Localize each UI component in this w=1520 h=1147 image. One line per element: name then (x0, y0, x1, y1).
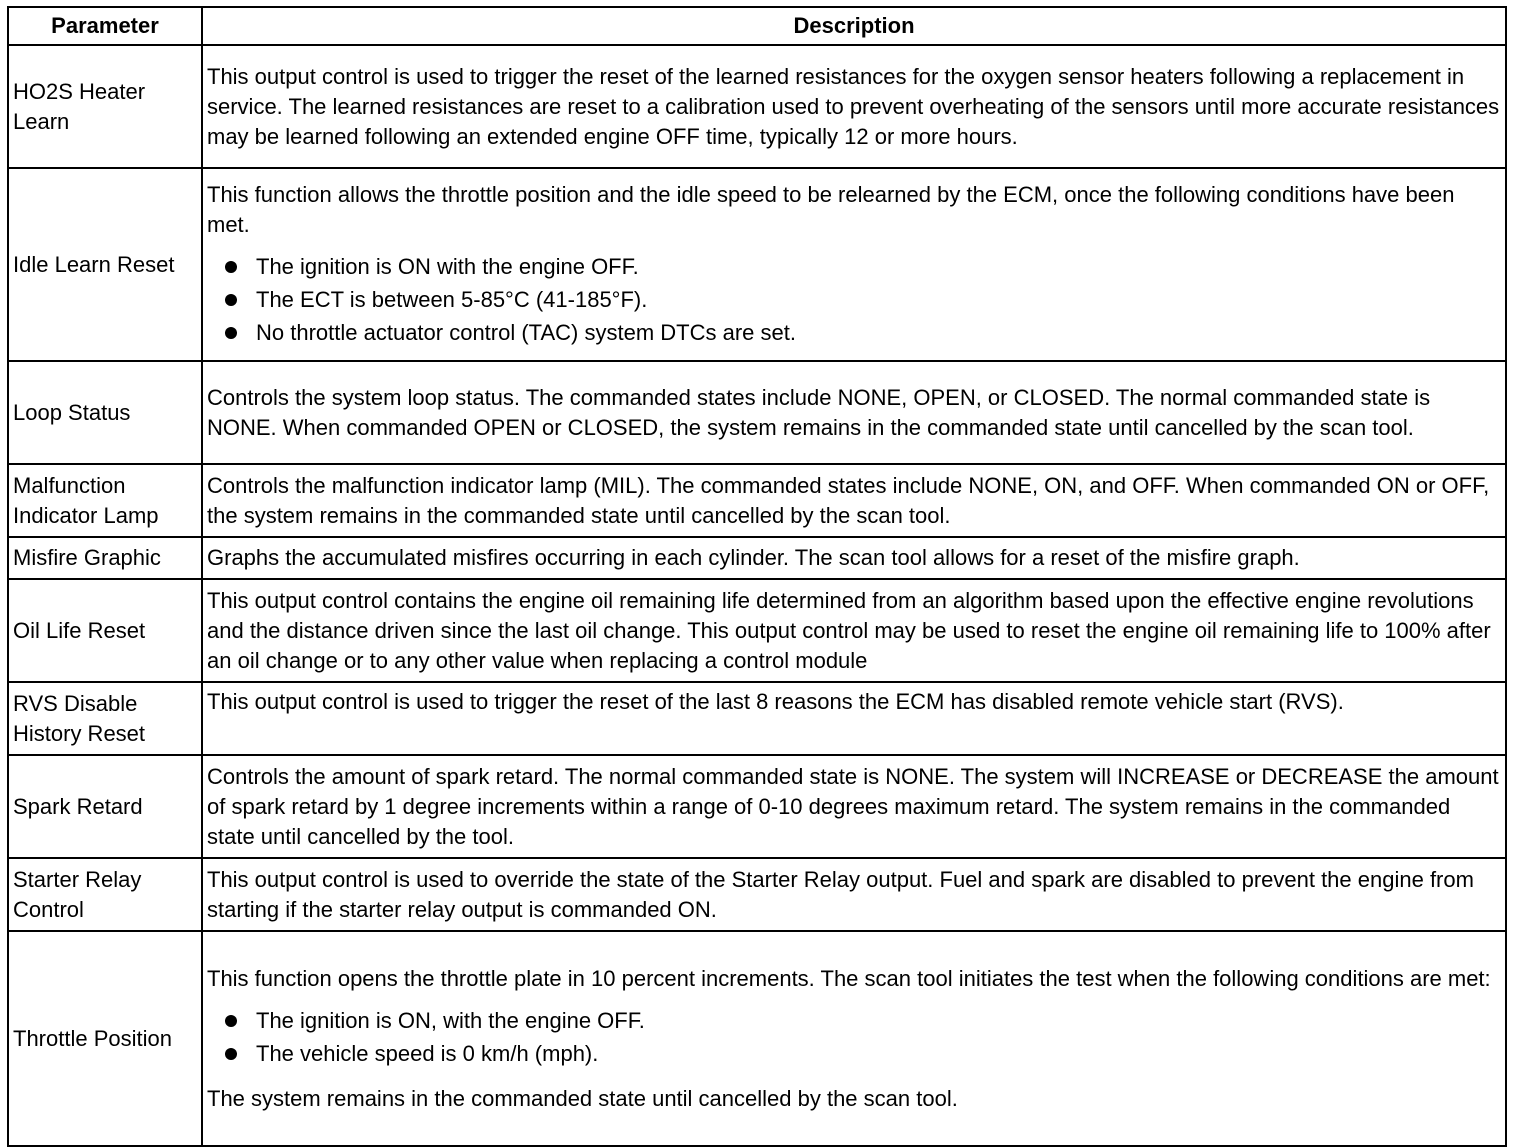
parameter-cell: RVS Disable History Reset (8, 682, 202, 755)
parameter-cell: Throttle Position (8, 931, 202, 1146)
list-item: No throttle actuator control (TAC) system DTCs are set. (207, 316, 1501, 349)
description-cell: Controls the malfunction indicator lamp (MIL). The commanded states include NONE, ON, and OFF. When commanded ON or OFF, the system remains in the commanded state until cancelled by the scan tool. (202, 464, 1506, 537)
description-cell: This output control is used to trigger the reset of the last 8 reasons the ECM has disabled remote vehicle start (RVS). (202, 682, 1506, 755)
description-cell: Controls the amount of spark retard. The normal commanded state is NONE. The system will INCREASE or DECREASE the amount of spark retard by 1 degree increments within a range of 0-10 degrees maximum retard. The system remains in the commanded state until cancelled by the tool. (202, 755, 1506, 858)
parameter-cell: Idle Learn Reset (8, 168, 202, 361)
table-row (8, 682, 1506, 755)
list-item: The ECT is between 5-85°C (41-185°F). (207, 283, 1501, 316)
condition-list (207, 250, 1501, 349)
condition-list (207, 1004, 1501, 1070)
description-cell: This output control is used to override the state of the Starter Relay output. Fuel and spark are disabled to prevent the engine from starting if the starter relay output is commanded ON. (202, 858, 1506, 931)
parameter-cell: Starter Relay Control (8, 858, 202, 931)
table-row (8, 858, 1506, 931)
parameter-cell: Loop Status (8, 361, 202, 464)
description-cell (202, 931, 1506, 1146)
table-row (8, 464, 1506, 537)
parameter-cell: Malfunction Indicator Lamp (8, 464, 202, 537)
list-item: The ignition is ON, with the engine OFF. (207, 1004, 1501, 1037)
description-text: This function opens the throttle plate in 10 percent increments. The scan tool initiates the test when the following conditions are met: (207, 965, 1491, 991)
table-row (8, 579, 1506, 682)
description-column-header: Description (202, 7, 1506, 45)
description-text: This function allows the throttle position and the idle speed to be relearned by the ECM, once the following conditions have been met. (207, 182, 1455, 237)
description-cell: This output control contains the engine oil remaining life determined from an algorithm based upon the effective engine revolutions and the distance driven since the last oil change. This output control may be used to reset the engine oil remaining life to 100% after an oil change or to any other value when replacing a control module (202, 579, 1506, 682)
parameter-column-header: Parameter (8, 7, 202, 45)
description-footer-text: The system remains in the commanded state until cancelled by the scan tool. (207, 1085, 958, 1111)
description-cell: Controls the system loop status. The commanded states include NONE, OPEN, or CLOSED. The normal commanded state is NONE. When commanded OPEN or CLOSED, the system remains in the commanded state until cancelled by the scan tool. (202, 361, 1506, 464)
table-row (8, 537, 1506, 579)
table-row (8, 931, 1506, 1146)
table-row (8, 168, 1506, 361)
parameter-cell: Misfire Graphic (8, 537, 202, 579)
description-cell: Graphs the accumulated misfires occurring in each cylinder. The scan tool allows for a reset of the misfire graph. (202, 537, 1506, 579)
table-row (8, 45, 1506, 168)
table-header-row (8, 7, 1506, 45)
description-cell: This output control is used to trigger the reset of the learned resistances for the oxygen sensor heaters following a replacement in service. The learned resistances are reset to a calibration used to prevent overheating of the sensors until more accurate resistances may be learned following an extended engine OFF time, typically 12 or more hours. (202, 45, 1506, 168)
parameter-cell: Spark Retard (8, 755, 202, 858)
table-row (8, 361, 1506, 464)
parameter-cell: HO2S Heater Learn (8, 45, 202, 168)
list-item: The ignition is ON with the engine OFF. (207, 250, 1501, 283)
table-row (8, 755, 1506, 858)
parameter-table (7, 6, 1507, 1147)
description-cell (202, 168, 1506, 361)
parameter-cell: Oil Life Reset (8, 579, 202, 682)
list-item: The vehicle speed is 0 km/h (mph). (207, 1037, 1501, 1070)
